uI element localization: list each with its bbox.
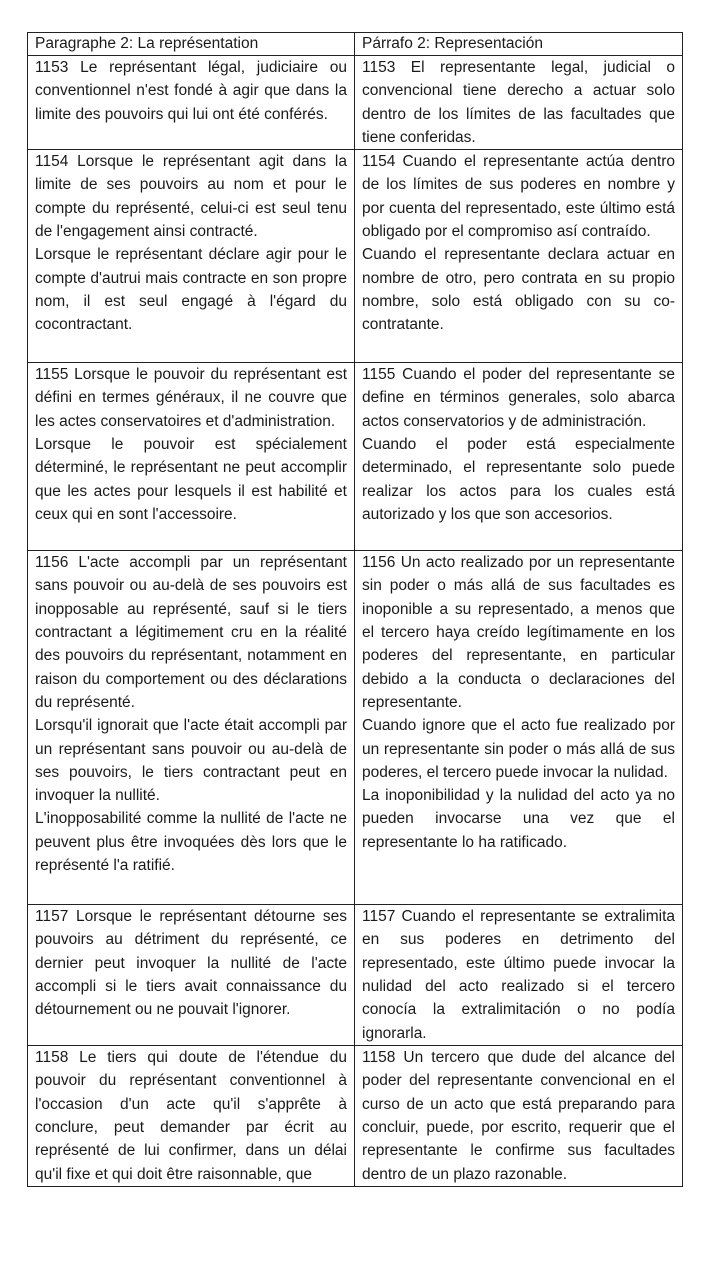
article-french xyxy=(28,363,355,551)
table-header-row xyxy=(28,33,683,56)
paragraph: 1153 El representante legal, judicial o convencional tiene derecho a actuar solo dentro de los límites de las facultades que tiene conferidas. xyxy=(362,59,675,146)
paragraph: Cuando ignore que el acto fue realizado por un representante sin poder o más allá de sus poderes, el tercero puede invocar la nulidad. xyxy=(362,717,675,781)
paragraph: Lorsqu'il ignorait que l'acte était accompli par un représentant sans pouvoir ou au-delà de ses pouvoirs, le tiers contractant peut en invoquer la nullité. xyxy=(35,717,347,805)
paragraph: 1153 Le représentant légal, judiciaire ou conventionnel n'est fondé à agir que dans la limite des pouvoirs qui lui ont été conférés. xyxy=(35,59,347,123)
paragraph: Cuando el poder está especialmente determinado, el representante solo puede realizar los actos para los cuales está autorizado y los que son accesorios. xyxy=(362,436,675,523)
article-french xyxy=(28,1046,355,1187)
article-row-1157 xyxy=(28,905,683,1046)
bilingual-articles-table xyxy=(27,32,683,1187)
article-row-1155 xyxy=(28,363,683,551)
article-french xyxy=(28,905,355,1046)
article-row-1153 xyxy=(28,56,683,150)
paragraph: 1157 Cuando el representante se extralimita en sus poderes en detrimento del representado, este último puede invocar la nulidad del acto realizado si el tercero conocía la extralimitación o no podía ignorarla. xyxy=(362,908,675,1042)
paragraph: Lorsque le représentant déclare agir pour le compte d'autrui mais contracte en son propre nom, il est seul engagé à l'égard du cocontractant. xyxy=(35,246,347,334)
article-spanish xyxy=(355,905,683,1046)
article-spanish xyxy=(355,551,683,905)
paragraph: Lorsque le pouvoir est spécialement déterminé, le représentant ne peut accomplir que les actes pour lesquels il est habilité et ceux qui en sont l'accessoire. xyxy=(35,436,347,523)
article-french xyxy=(28,56,355,150)
paragraph: La inoponibilidad y la nulidad del acto ya no pueden invocarse una vez que el representante lo ha ratificado. xyxy=(362,787,675,851)
paragraph: L'inopposabilité comme la nullité de l'acte ne peuvent plus être invoquées dès lors que le représenté l'a ratifié. xyxy=(35,810,347,875)
article-row-1158 xyxy=(28,1046,683,1187)
article-french xyxy=(28,551,355,905)
paragraph: 1158 Un tercero que dude del alcance del poder del representante convencional en el curso de un acto que está preparando para concluir, puede, por escrito, requerir que el representante le confirme sus facultades dentro de un plazo razonable. xyxy=(362,1049,675,1183)
article-spanish xyxy=(355,363,683,551)
paragraph: 1155 Cuando el poder del representante se define en términos generales, solo abarca actos conservatorios y de administración. xyxy=(362,366,675,430)
paragraph: 1156 Un acto realizado por un representante sin poder o más allá de sus facultades es inoponible a su representado, a menos que el tercero haya creído legítimamente en los poderes del representante, en particular debido a la conducta o declaraciones del representante. xyxy=(362,554,675,711)
header-spanish: Párrafo 2: Representación xyxy=(355,33,683,56)
article-row-1156 xyxy=(28,551,683,905)
article-row-1154 xyxy=(28,150,683,363)
paragraph: 1156 L'acte accompli par un représentant sans pouvoir ou au-delà de ses pouvoirs est inopposable au représenté, sauf si le tiers contractant a légitimement cru en la réalité des pouvoirs du représentant, notamment en raison du comportement ou des déclarations du représenté. xyxy=(35,554,347,711)
paragraph: 1158 Le tiers qui doute de l'étendue du pouvoir du représentant conventionnel à l'occasion d'un acte qu'il s'apprête à conclure, peut demander par écrit au représenté de lui confirmer, dans un délai qu'il fixe et qui doit être raisonnable, que xyxy=(35,1049,347,1183)
paragraph: 1154 Cuando el representante actúa dentro de los límites de sus poderes en nombre y por cuenta del representado, este último está obligado por el compromiso así contraído. xyxy=(362,153,675,241)
article-french xyxy=(28,150,355,363)
article-spanish xyxy=(355,150,683,363)
article-spanish xyxy=(355,56,683,150)
article-spanish xyxy=(355,1046,683,1187)
paragraph: Cuando el representante declara actuar en nombre de otro, pero contrata en su propio nombre, solo está obligado con su co-contratante. xyxy=(362,246,675,334)
paragraph: 1154 Lorsque le représentant agit dans la limite de ses pouvoirs au nom et pour le compte du représenté, celui-ci est seul tenu de l'engagement ainsi contracté. xyxy=(35,153,347,241)
header-french: Paragraphe 2: La représentation xyxy=(28,33,355,56)
paragraph: 1157 Lorsque le représentant détourne ses pouvoirs au détriment du représenté, ce dernier peut invoquer la nullité de l'acte accompli si le tiers avait connaissance du détournement ou ne pouvait l'ignorer. xyxy=(35,908,347,1019)
paragraph: 1155 Lorsque le pouvoir du représentant est défini en termes généraux, il ne couvre que les actes conservatoires et d'administration. xyxy=(35,366,347,430)
